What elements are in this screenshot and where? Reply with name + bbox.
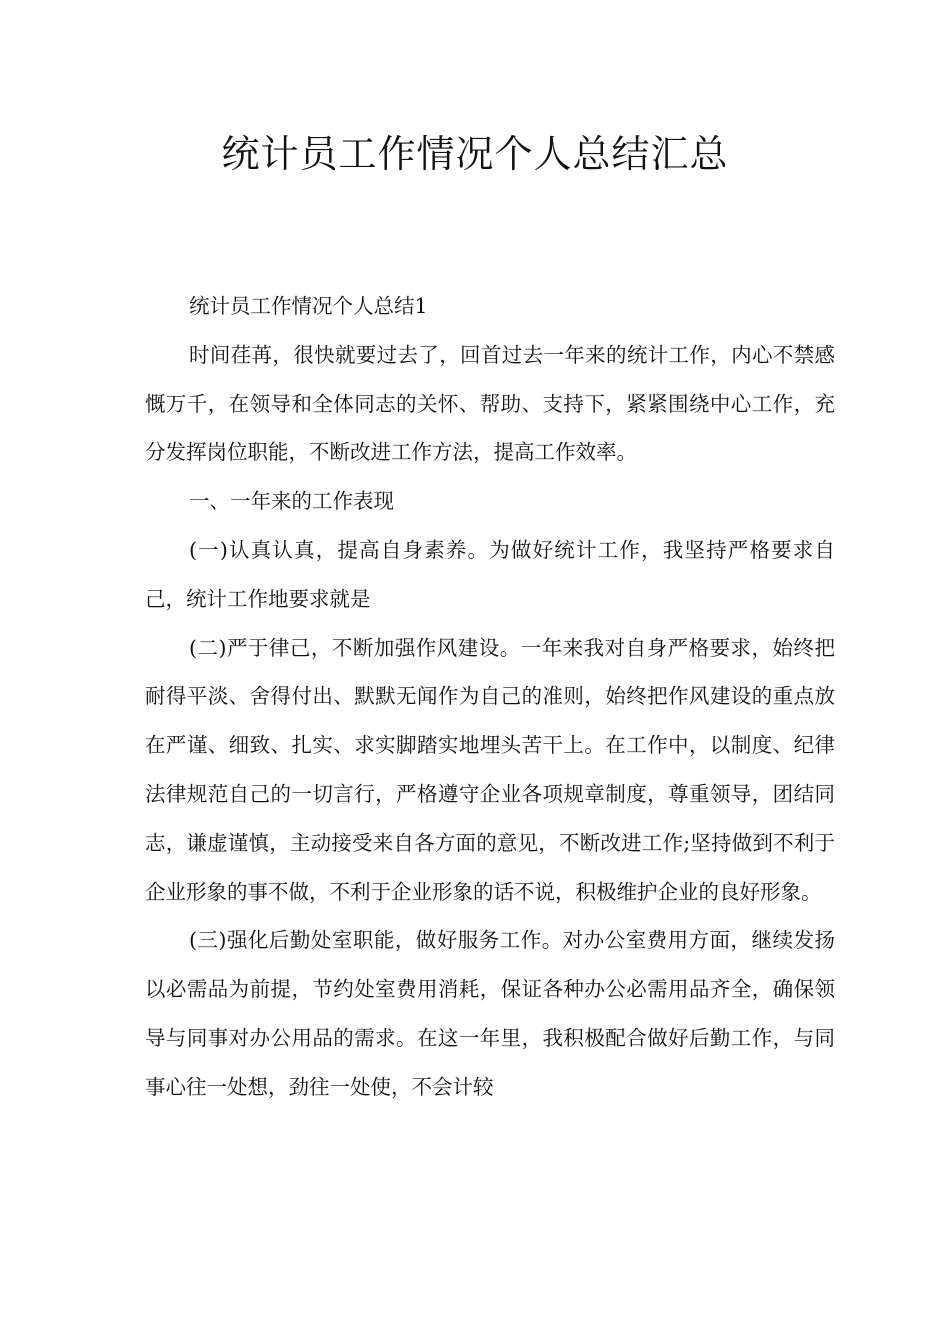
document-title: 统计员工作情况个人总结汇总 [221,132,729,176]
paragraph: 时间荏苒，很快就要过去了，回首过去一年来的统计工作，内心不禁感慨万千，在领导和全体同志的关怀、帮助、支持下，紧紧围绕中心工作，充分发挥岗位职能，不断改进工作方法，提高工作效率。 [145,342,835,465]
paragraph: (三)强化后勤处室职能，做好服务工作。对办公室费用方面，继续发扬以必需品为前提，节约处室费用消耗，保证各种办公必需用品齐全，确保领导与同事对办公用品的需求。在这一年里，我积极配合做好后勤工作，与同事心往一处想，劲往一处使，不会计较 [145,928,835,1099]
section-heading: 一、一年来的工作表现 [189,489,394,514]
section-heading: 统计员工作情况个人总结1 [189,294,428,318]
document-body [145,282,835,1112]
paragraph: (二)严于律己，不断加强作风建设。一年来我对自身严格要求，始终把耐得平淡、舍得付出、默默无闻作为自己的准则，始终把作风建设的重点放在严谨、细致、扎实、求实脚踏实地埋头苦干上。在工作中，以制度、纪律法律规范自己的一切言行，严格遵守企业各项规章制度，尊重领导，团结同志，谦虚谨慎，主动接受来自各方面的意见，不断改进工作;坚持做到不利于企业形象的事不做，不利于企业形象的话不说，积极维护企业的良好形象。 [145,635,835,904]
paragraph: (一)认真认真，提高自身素养。为做好统计工作，我坚持严格要求自己，统计工作地要求就是 [145,537,835,611]
